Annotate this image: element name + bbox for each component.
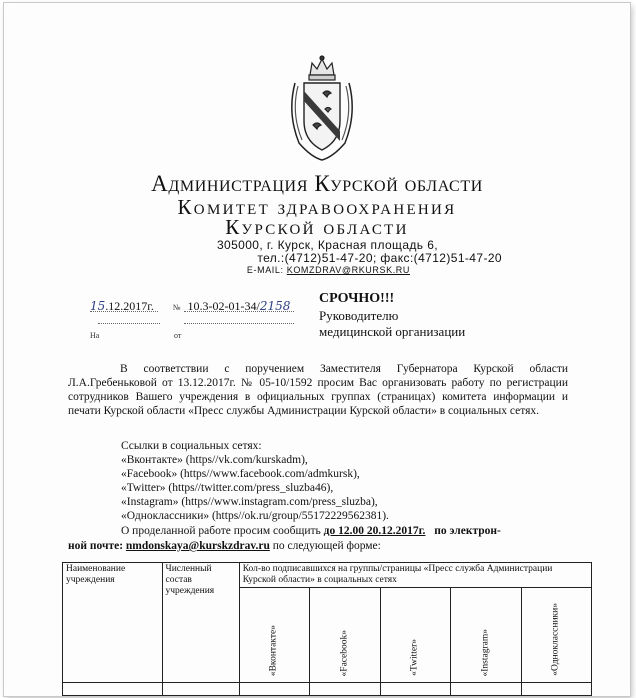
col-group-header: Кол-во подписавшихся на группы/страницы «Пресс служба Администрации Курской области» в социальных сетях (239, 563, 591, 588)
link-instagram[interactable]: «Instagram» (https//www.instagram.com/press_sluzba), (121, 496, 378, 508)
network-header-vkontakte: «Вконтакте» (239, 588, 309, 683)
on-field-line (98, 323, 160, 324)
table-cell[interactable] (521, 683, 592, 696)
from-field-line (184, 323, 294, 324)
network-header-facebook: «Facebook» (310, 588, 380, 683)
link-odnoklassniki[interactable]: «Одноклассники» (https//ok.ru/group/55172229562381). (121, 510, 389, 522)
recipient-line1: Руководителю (319, 308, 399, 323)
links-heading: Ссылки в социальных сетях: (121, 440, 262, 452)
email-label: E-MAIL: (246, 265, 284, 275)
coat-of-arms-emblem (285, 53, 359, 165)
org-title-line1: Администрация Курской области (151, 171, 483, 196)
report-form-table (62, 562, 592, 696)
conclusion-mid: по электрон- (434, 525, 501, 537)
handwritten-number: 2158 (259, 299, 291, 313)
table-row (63, 683, 592, 696)
recipient-line2: медицинской организации (319, 324, 466, 339)
col-institution-header: Наименование учреждения (63, 563, 163, 683)
conclusion-line1 (121, 524, 501, 538)
email-line (247, 265, 410, 275)
phone-fax: тел.:(4712)51-47-20; факс:(4712)51-47-20 (257, 251, 502, 265)
table-cell[interactable] (451, 683, 521, 696)
link-facebook[interactable]: «Facebook» (https//www.facebook.com/admkursk), (121, 468, 360, 480)
handwritten-day: 15 (90, 299, 106, 313)
network-header-instagram: «Instagram» (451, 588, 521, 683)
table-cell[interactable] (380, 683, 450, 696)
number-label: № (172, 303, 181, 312)
deadline: до 12.00 20.12.2017г. (323, 525, 426, 537)
from-label: от (174, 331, 182, 340)
network-header-odnoklassniki: «Одноклассники» (521, 588, 592, 683)
network-header-twitter: «Twitter» (380, 588, 450, 683)
org-title-line2: Комитет здравоохранения (177, 195, 457, 219)
conclusion-start: О проделанной работе просим сообщить (121, 525, 321, 537)
number-underline (184, 311, 294, 312)
table-cell[interactable] (239, 683, 309, 696)
table-cell[interactable] (310, 683, 380, 696)
link-twitter[interactable]: «Twitter» (https//twitter.com/press_sluzba46), (121, 482, 334, 494)
main-paragraph: В соответствии с поручением Заместителя Губернатора Курской области Л.А.Гребеньковой от 13.12.2017г. № 05-10/1592 просим Вас организовать работу по регистрации сотрудников Вашего учреждения в официальных группах (страницах) комитета информации и печати Курской области «Пресс службы Администрации Курской области» в социальных сетях. (68, 363, 568, 417)
table-header-row (63, 563, 592, 588)
table-cell[interactable] (63, 683, 163, 696)
link-vkontakte[interactable]: «Вконтакте» (https//vk.com/kurskadm), (121, 454, 308, 466)
response-email-link[interactable]: nmdonskaya@kurskzdrav.ru (125, 540, 270, 552)
date-underline (90, 311, 158, 312)
printed-number: 10.3-02-01-34/ (187, 299, 260, 313)
col-staff-header: Численный состав учреждения (162, 563, 239, 683)
printed-date: .12.2017г. (105, 299, 154, 313)
email-request-label: ной почте: (68, 540, 124, 552)
document-page (4, 3, 630, 696)
conclusion-line2 (68, 539, 381, 553)
org-email-link[interactable]: KOMZDRAV@RKURSK.RU (286, 265, 410, 275)
address: 305000, г. Курск, Красная площадь 6, (216, 238, 438, 252)
on-label: На (90, 331, 100, 340)
table-cell[interactable] (162, 683, 239, 696)
conclusion-end: по следующей форме: (272, 540, 381, 552)
org-title-line3: Курской области (225, 215, 409, 239)
urgent-mark: СРОЧНО!!! (319, 291, 395, 306)
